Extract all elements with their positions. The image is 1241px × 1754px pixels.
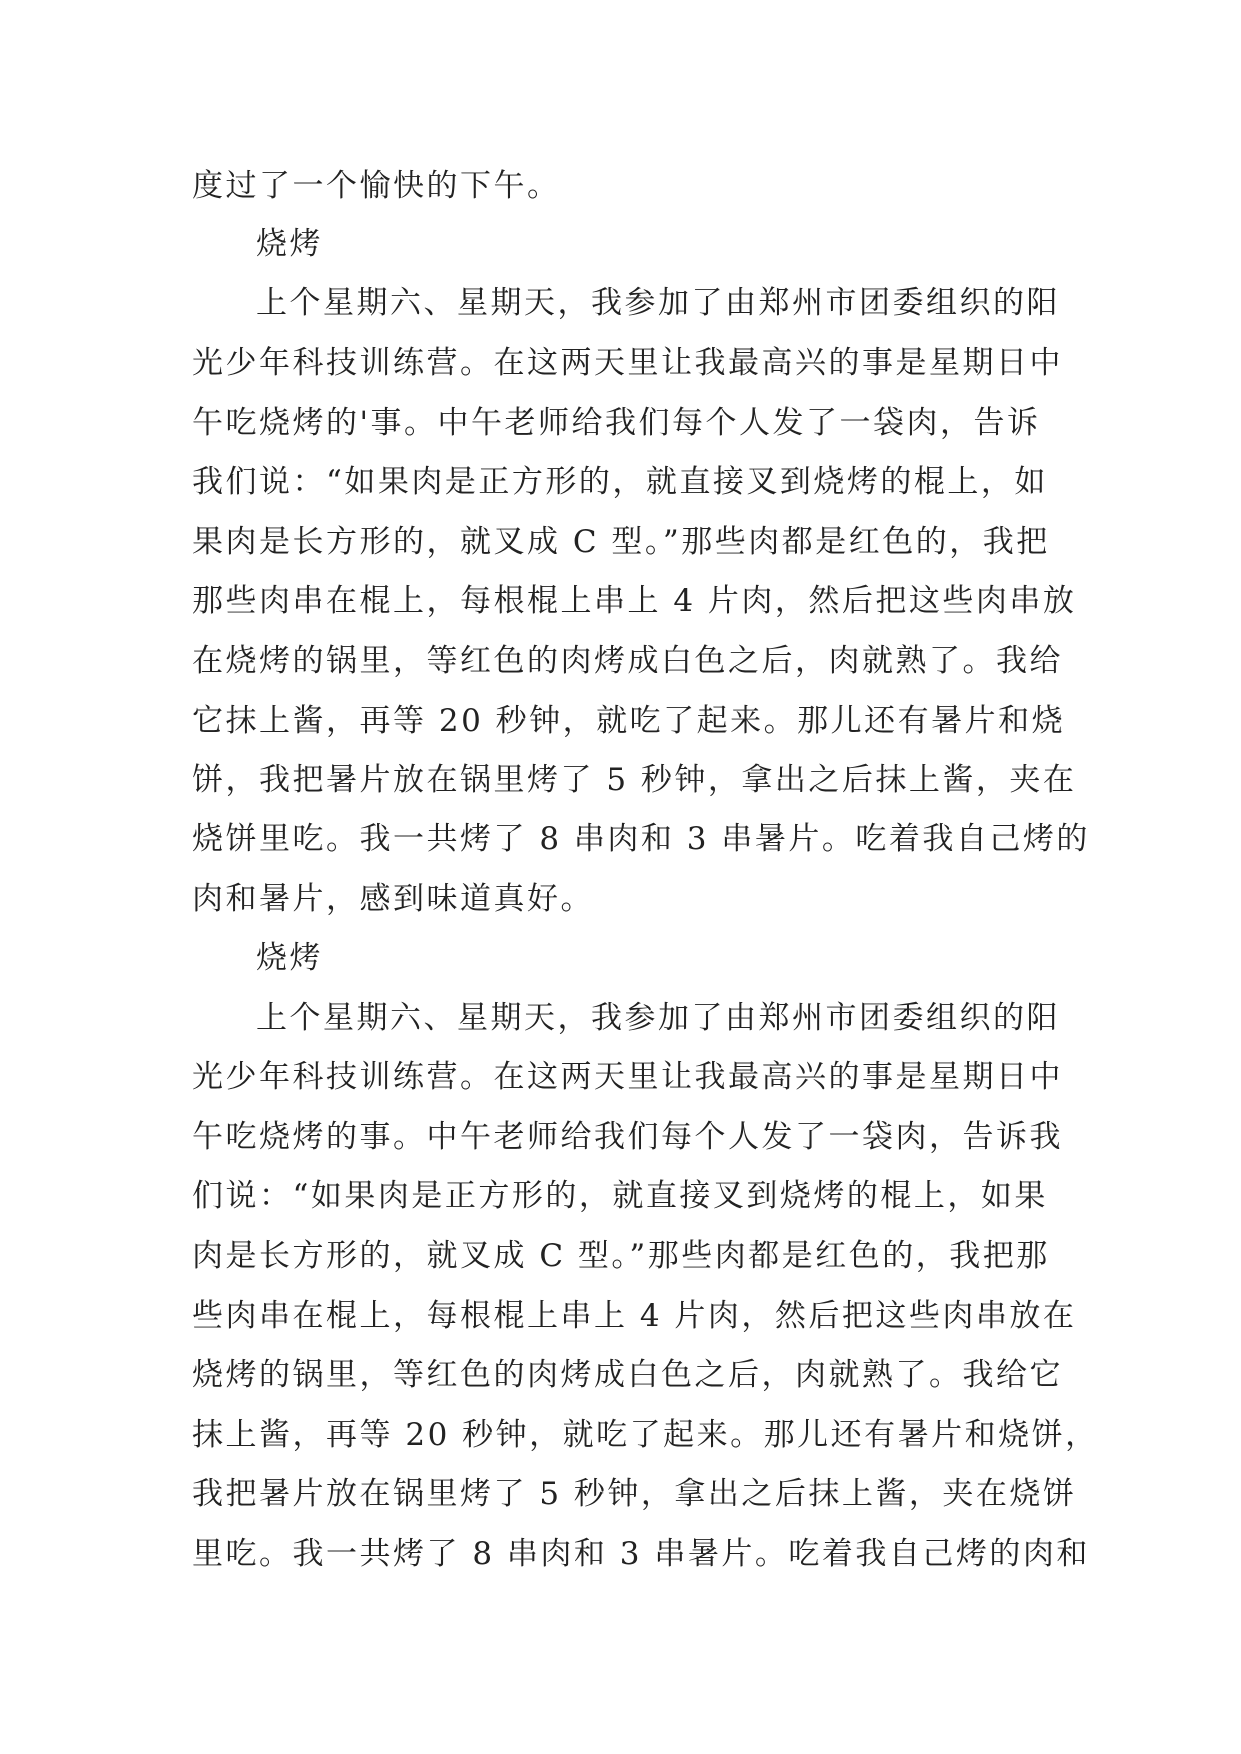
section-heading: 烧烤 bbox=[256, 226, 323, 262]
paragraph-line: 里吃。我一共烤了 8 串肉和 3 串暑片。吃着我自己烤的肉和 bbox=[192, 1536, 1090, 1572]
paragraph-line: 午吃烧烤的事。中午老师给我们每个人发了一袋肉，告诉我 bbox=[192, 1119, 1063, 1155]
paragraph-line: 午吃烧烤的'事。中午老师给我们每个人发了一袋肉，告诉 bbox=[192, 405, 1041, 441]
paragraph-line: 我们说：“如果肉是正方形的，就直接叉到烧烤的棍上，如 bbox=[192, 464, 1048, 500]
paragraph-line: 们说：“如果肉是正方形的，就直接叉到烧烤的棍上，如果 bbox=[192, 1178, 1048, 1214]
paragraph-line: 些肉串在棍上，每根棍上串上 4 片肉，然后把这些肉串放在 bbox=[192, 1298, 1077, 1334]
paragraph-line: 上个星期六、星期天，我参加了由郑州市团委组织的阳 bbox=[256, 1000, 1060, 1036]
paragraph-line: 那些肉串在棍上，每根棍上串上 4 片肉，然后把这些肉串放 bbox=[192, 583, 1077, 619]
paragraph-line: 在烧烤的锅里，等红色的肉烤成白色之后，肉就熟了。我给 bbox=[192, 643, 1063, 679]
paragraph-line: 烧烤的锅里，等红色的肉烤成白色之后，肉就熟了。我给它 bbox=[192, 1357, 1063, 1393]
paragraph-line: 光少年科技训练营。在这两天里让我最高兴的事是星期日中 bbox=[192, 1059, 1063, 1095]
paragraph-line: 我把暑片放在锅里烤了 5 秒钟，拿出之后抹上酱，夹在烧饼 bbox=[192, 1476, 1077, 1512]
paragraph-line: 上个星期六、星期天，我参加了由郑州市团委组织的阳 bbox=[256, 285, 1060, 321]
section-heading: 烧烤 bbox=[256, 940, 323, 976]
paragraph-line: 它抹上酱，再等 20 秒钟，就吃了起来。那儿还有暑片和烧 bbox=[192, 703, 1066, 739]
paragraph-line: 果肉是长方形的，就叉成 C 型。”那些肉都是红色的，我把 bbox=[192, 524, 1050, 560]
paragraph-line: 肉和暑片，感到味道真好。 bbox=[192, 881, 594, 917]
paragraph-line: 抹上酱，再等 20 秒钟，就吃了起来。那儿还有暑片和烧饼， bbox=[192, 1417, 1099, 1453]
paragraph-line: 光少年科技训练营。在这两天里让我最高兴的事是星期日中 bbox=[192, 345, 1063, 381]
paragraph-line: 度过了一个愉快的下午。 bbox=[192, 168, 561, 204]
paragraph-line: 饼，我把暑片放在锅里烤了 5 秒钟，拿出之后抹上酱，夹在 bbox=[192, 762, 1077, 798]
paragraph-line: 肉是长方形的，就叉成 C 型。”那些肉都是红色的，我把那 bbox=[192, 1238, 1050, 1274]
paragraph-line: 烧饼里吃。我一共烤了 8 串肉和 3 串暑片。吃着我自己烤的 bbox=[192, 821, 1090, 857]
